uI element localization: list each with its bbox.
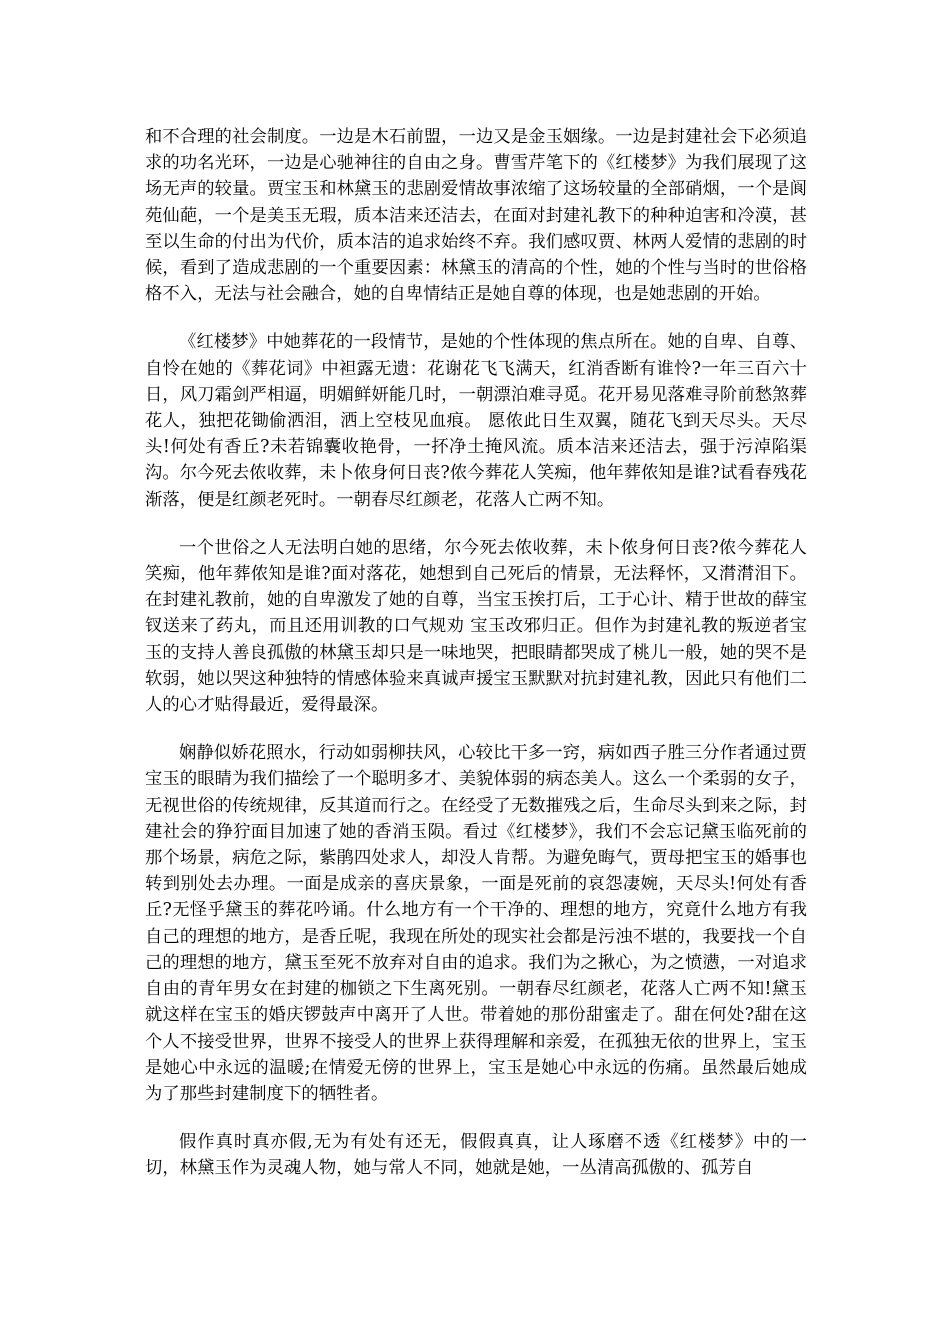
paragraph-2: 《红楼梦》中她葬花的一段情节，是她的个性体现的焦点所在。她的自卑、自尊、自怜在她的《葬花词》中袒露无遗：花谢花飞飞满天，红消香断有谁怜?一年三百六十日，风刀霜剑严相逼，明媚鲜妍能几时，一朝漂泊难寻觅。花开易见落难寻阶前愁煞葬花人，独把花锄偷洒泪，洒上空枝见血痕。 愿侬此日生双翼，随花飞到天尽头。天尽头!何处有香丘?未若锦囊收艳骨，一抔净土掩风流。质本洁来还洁去，强于污淖陷渠沟。尔今死去侬收葬，未卜侬身何日丧?侬今葬花人笑痴，他年葬侬知是谁?试看春残花渐落，便是红颜老死时。一朝春尽红颜老，花落人亡两不知。: [145, 332, 807, 510]
paragraph-1: 和不合理的社会制度。一边是木石前盟，一边又是金玉姻缘。一边是封建社会下必须追求的功名光环，一边是心驰神往的自由之身。曹雪芹笔下的《红楼梦》为我们展现了这场无声的较量。贾宝玉和林黛玉的悲剧爱情故事浓缩了这场较量的全部硝烟，一个是阆苑仙葩，一个是美玉无瑕，质本洁来还洁去，在面对封建礼教下的种种迫害和冷漠，甚至以生命的付出为代价，质本洁的追求始终不弃。我们感叹贾、林两人爱情的悲剧的时候，看到了造成悲剧的一个重要因素：林黛玉的清高的个性，她的个性与当时的世俗格格不入，无法与社会融合，她的自卑情结正是她自尊的体现，也是她悲剧的开始。: [145, 127, 807, 305]
document-body: [145, 124, 807, 1204]
paragraph-4: 娴静似娇花照水，行动如弱柳扶风，心较比干多一窍，病如西子胜三分作者通过贾宝玉的眼睛为我们描绘了一个聪明多才、美貌体弱的病态美人。这么一个柔弱的女子，无视世俗的传统规律，反其道而行之。在经受了无数摧残之后，生命尽头到来之际，封建社会的狰狞面目加速了她的香消玉陨。看过《红楼梦》，我们不会忘记黛玉临死前的那个场景，病危之际，紫鹃四处求人，却没人肯帮。为避免晦气，贾母把宝玉的婚事也转到别处去办理。一面是成亲的喜庆景象，一面是死前的哀怨凄婉，天尽头!何处有香丘?无怪乎黛玉的葬花吟诵。什么地方有一个干净的、理想的地方，究竟什么地方有我自己的理想的地方，是香丘呢，我现在所处的现实社会都是污浊不堪的，我要找一个自己的理想的地方，黛玉至死不放弃对自由的追求。我们为之揪心，为之愤懑，一对追求自由的青年男女在封建的枷锁之下生离死别。一朝春尽红颜老，花落人亡两不知!黛玉就这样在宝玉的婚庆锣鼓声中离开了人世。带着她的那份甜蜜走了。甜在何处?甜在这个人不接受世界，世界不接受人的世界上获得理解和亲爱，在孤独无依的世界上，宝玉是她心中永远的温暖;在情爱无傍的世界上，宝玉是她心中永远的伤痛。虽然最后她成为了那些封建制度下的牺牲者。: [145, 743, 807, 1104]
paragraph-5: 假作真时真亦假,无为有处有还无，假假真真，让人琢磨不透《红楼梦》中的一切，林黛玉作为灵魂人物，她与常人不同，她就是她，一丛清高孤傲的、孤芳自: [145, 1132, 807, 1179]
paragraph-3: 一个世俗之人无法明白她的思绪，尔今死去侬收葬，未卜侬身何日丧?侬今葬花人笑痴，他年葬侬知是谁?面对落花，她想到自己死后的情景，无法释怀，又潸潸泪下。在封建礼教前，她的自卑激发了她的自尊，当宝玉挨打后，工于心计、精于世故的薛宝钗送来了药丸，而且还用训教的口气规劝 宝玉改邪归正。但作为封建礼教的叛逆者宝玉的支持人善良孤傲的林黛玉却只是一味地哭，把眼睛都哭成了桃儿一般，她的哭不是软弱，她以哭这种独特的情感体验来真诚声援宝玉默默对抗封建礼教，因此只有他们二人的心才贴得最近，爱得最深。: [145, 537, 807, 716]
